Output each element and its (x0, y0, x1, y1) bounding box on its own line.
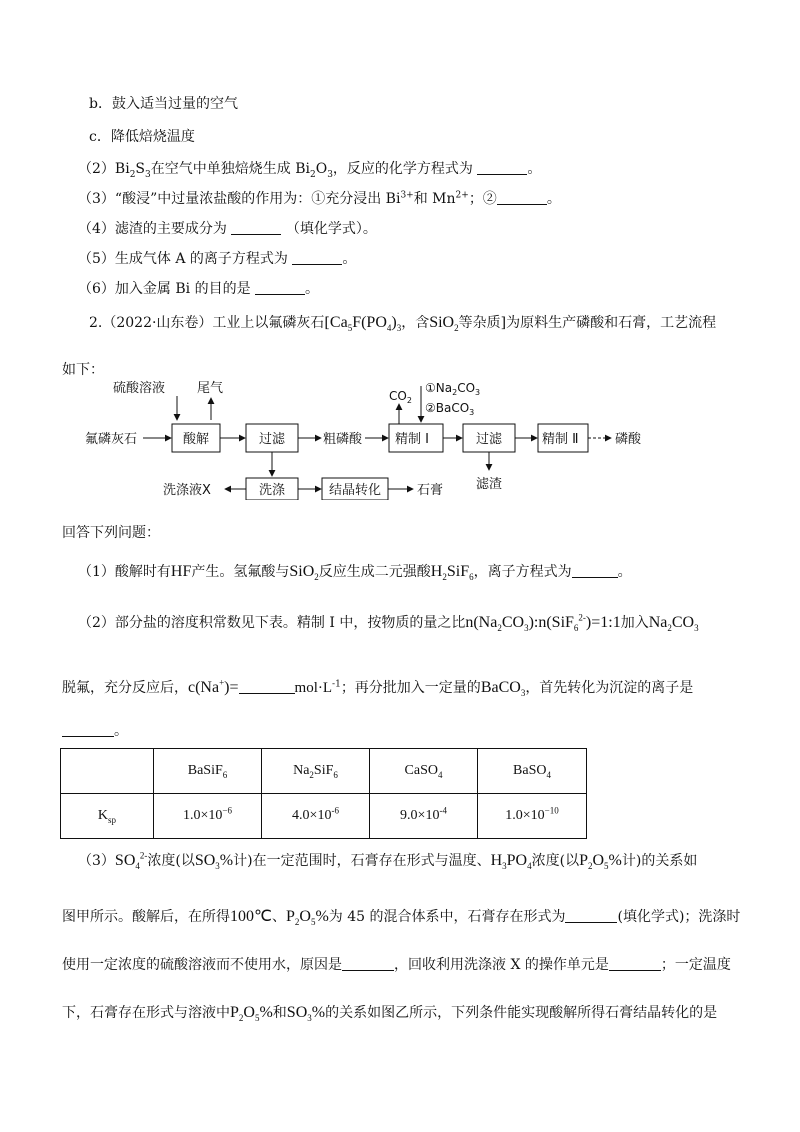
q2-sub3-line2: 图甲所示。酸解后，在所得100℃、$P_2O_5\%$为 45 的混合体系中，石膏存在形式为 (填化学式)；洗涤时 (62, 908, 741, 928)
q2-header-line2: 如下： (62, 362, 104, 378)
q1-part5: （5）生成气体 A 的离子方程式为 。 (78, 251, 357, 267)
q2-sub3-line4: 下，石膏存在形式与溶液中$P_2O_5\%$和$SO_3\%$的关系如图乙所示，下列条件能实现酸解所得石膏结晶转化的是 (62, 1004, 718, 1024)
table-cell: $1.0\times 10^{-6}$ (154, 794, 262, 839)
table-header-basif6: BaSiF$_6$ (154, 749, 262, 794)
flow-refine-1: 精制 Ⅰ (395, 432, 429, 447)
table-cell: $4.0\times 10^{-6}$ (262, 794, 370, 839)
table-corner-cell (61, 749, 154, 794)
q1-part2: $(2)Bi_2S_3$在空气中单独焙烧生成 $Bi_2O_3$，反应的化学方程式为 。 (78, 161, 542, 180)
answer-blank[interactable] (231, 220, 281, 235)
flow-reagent-na2co3: $①Na_2CO_3$ (425, 381, 481, 397)
table-cell: $1.0\times 10^{-10}$ (478, 794, 587, 839)
table-header-row (61, 749, 587, 794)
q2-header: 2.（2022·山东卷）工业上以氟磷灰石[$Ca_5F(PO_4)_3$，含SiO$_2$等杂质]为原料生产磷酸和石膏，工艺流程 (89, 314, 717, 334)
answer-blank[interactable] (342, 956, 394, 971)
answer-blank[interactable] (565, 908, 617, 923)
answer-blank[interactable] (239, 679, 295, 694)
table-cell: $9.0\times 10^{-4}$ (370, 794, 478, 839)
table-header-caso4: CaSO$_4$ (370, 749, 478, 794)
answer-blank[interactable] (292, 250, 342, 265)
q2-sub2: （2）部分盐的溶度积常数见下表。精制 I 中，按物质的量之比$n(Na_2CO_3):n(SiF_6^{2-})=1:1$加入$Na_2CO_3$ (78, 612, 699, 634)
flow-reagent-baco3: ②BaCO$_3$ (425, 401, 475, 417)
flow-wash-liquid-x: 洗涤液X (163, 483, 211, 498)
flow-product-phosphoric-acid: 磷酸 (615, 432, 642, 447)
q2-sub2-line3: 。 (62, 721, 128, 741)
q1-part3: （3）“酸浸”中过量浓盐酸的作用为：①充分浸出 $Bi^{3+}$和 $Mn^{2+}$；② 。 (78, 190, 561, 207)
process-flow-diagram (85, 378, 685, 500)
flow-label-sulfuric-acid: 硫酸溶液 (113, 381, 166, 396)
q2-sub3-line3: 使用一定浓度的硫酸溶液而不使用水，原因是 ，回收利用洗涤液 X 的操作单元是 ；一定温度 (62, 957, 731, 973)
q2-sub2-line2: 脱氟，充分反应后，$c(Na^+)= mol\cdot L^{-1}$；再分批加入一定量的BaCO$_3$，首先转化为沉淀的离子是 (62, 677, 694, 699)
answer-blank[interactable] (572, 563, 618, 578)
answer-blank[interactable] (497, 190, 547, 205)
table-row-label: $K_{sp}$ (61, 794, 154, 839)
answer-blank[interactable] (477, 160, 527, 175)
ksp-table (60, 748, 587, 839)
q2-sub1: （1）酸解时有HF产生。氢氟酸与SiO$_2$反应生成二元强酸$H_2SiF_6$，离子方程式为 。 (78, 563, 632, 583)
flow-start-fluorapatite: 氟磷灰石 (85, 432, 138, 447)
answer-intro: 回答下列问题： (62, 525, 160, 541)
answer-blank[interactable] (609, 956, 661, 971)
flow-label-waste-gas: 尾气 (197, 381, 224, 396)
flow-co2: $CO_2$ (389, 389, 412, 405)
option-c: c．降低焙烧温度 (89, 129, 195, 145)
answer-blank[interactable] (62, 722, 114, 737)
flow-gypsum: 石膏 (417, 483, 444, 498)
flow-crystallization: 结晶转化 (329, 483, 382, 498)
flow-crude-phosphoric-acid: 粗磷酸 (323, 432, 363, 447)
q2-sub3: $(3)SO_4^{2-}$浓度(以$SO_3\%$计)在一定范围时，石膏存在形式与温度、$H_3PO_4$浓度(以$P_2O_5\%$计)的关系如 (78, 850, 698, 872)
table-row (61, 794, 587, 839)
table-header-na2sif6: $Na_2SiF_6$ (262, 749, 370, 794)
flow-wash: 洗涤 (259, 483, 286, 498)
flow-filter-2: 过滤 (476, 432, 503, 447)
q1-part4: （4）滤渣的主要成分为 （填化学式）。 (78, 221, 377, 237)
flow-residue: 滤渣 (476, 477, 503, 492)
answer-blank[interactable] (255, 280, 305, 295)
flow-acid-hydrolysis: 酸解 (183, 432, 210, 447)
option-b: b．鼓入适当过量的空气 (89, 96, 238, 112)
table-header-baso4: BaSO$_4$ (478, 749, 587, 794)
flow-refine-2: 精制 Ⅱ (542, 432, 579, 447)
q1-part6: （6）加入金属 Bi 的目的是 。 (78, 281, 320, 297)
flow-filter-1: 过滤 (259, 432, 286, 447)
